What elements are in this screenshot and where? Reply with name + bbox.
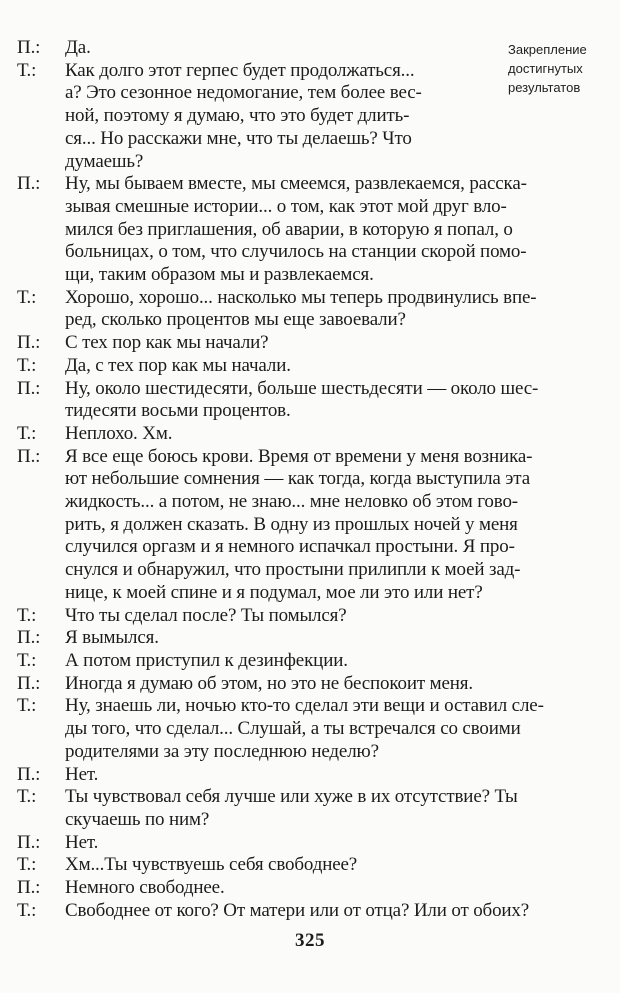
speaker-label: П.:: [17, 627, 41, 649]
text-line: Нет.: [65, 763, 99, 785]
dialogue-turn: [17, 854, 612, 877]
text-line: Да, с тех пор как мы начали.: [65, 354, 291, 376]
turn-text: [65, 60, 612, 174]
dialogue-turn: [17, 695, 612, 763]
turn-text: [65, 446, 612, 605]
dialogue-turn: [17, 650, 612, 673]
text-line: Ну, знаешь ли, ночью кто-то сделал эти вещи и оставил сле-: [65, 695, 544, 717]
speaker-label: П.:: [17, 672, 41, 694]
turn-text: [65, 378, 612, 423]
margin-note-line: достигнутых: [508, 61, 583, 76]
text-line: Неплохо. Хм.: [65, 422, 173, 444]
dialogue-turn: [17, 900, 612, 923]
text-line: Я вымылся.: [65, 627, 159, 649]
turn-text: [65, 832, 612, 855]
turn-text: [65, 627, 612, 650]
text-line: Ну, мы бываем вместе, мы смеемся, развлекаемся, расска-: [65, 173, 527, 195]
dialogue-turn: [17, 60, 612, 174]
text-line: Я все еще боюсь крови. Время от времени у меня возника-: [65, 445, 533, 467]
speaker-label: Т.:: [17, 422, 37, 444]
dialogue-transcript: [17, 37, 612, 922]
dialogue-turn: [17, 627, 612, 650]
turn-text: [65, 355, 612, 378]
text-line: ред, сколько процентов мы еще завоевали?: [65, 309, 406, 331]
dialogue-turn: [17, 378, 612, 423]
dialogue-turn: [17, 786, 612, 831]
text-line: а? Это сезонное недомогание, тем более вес-: [65, 82, 422, 104]
text-line: Иногда я думаю об этом, но это не беспокоит меня.: [65, 672, 473, 694]
speaker-label: Т.:: [17, 286, 37, 308]
text-line: Хорошо, хорошо... насколько мы теперь продвинулись впе-: [65, 286, 537, 308]
text-line: тидесяти восьми процентов.: [65, 400, 291, 422]
speaker-label: П.:: [17, 445, 41, 467]
dialogue-turn: [17, 673, 612, 696]
dialogue-turn: [17, 446, 612, 605]
dialogue-turn: [17, 287, 612, 332]
speaker-label: Т.:: [17, 899, 37, 921]
dialogue-turn: [17, 605, 612, 628]
turn-text: [65, 695, 612, 763]
dialogue-turn: [17, 173, 612, 287]
text-line: Ты чувствовал себя лучше или хуже в их отсутствие? Ты: [65, 786, 518, 808]
text-line: ды того, что сделал... Слушай, а ты встречался со своими: [65, 718, 521, 740]
speaker-label: П.:: [17, 831, 41, 853]
text-line: думаешь?: [65, 150, 144, 172]
turn-text: [65, 854, 612, 877]
turn-text: [65, 173, 612, 287]
speaker-label: П.:: [17, 877, 41, 899]
dialogue-turn: [17, 355, 612, 378]
dialogue-turn: [17, 332, 612, 355]
turn-text: [65, 900, 612, 923]
text-line: Нет.: [65, 831, 99, 853]
dialogue-turn: [17, 877, 612, 900]
margin-note-line: результатов: [508, 80, 581, 95]
speaker-label: П.:: [17, 332, 41, 354]
turn-text: [65, 764, 612, 787]
turn-text: [65, 332, 612, 355]
text-line: скучаешь по ним?: [65, 808, 210, 830]
text-line: ной, поэтому я думаю, что это будет длить-: [65, 105, 410, 127]
turn-text: [65, 650, 612, 673]
turn-text: [65, 877, 612, 900]
speaker-label: Т.:: [17, 604, 37, 626]
page-number: 325: [295, 930, 325, 951]
margin-note-line: Закрепление: [508, 42, 587, 57]
text-line: больницах, о том, что случилось на станции скорой помо-: [65, 241, 527, 263]
text-line: С тех пор как мы начали?: [65, 332, 269, 354]
text-line: Да.: [65, 37, 91, 58]
speaker-label: Т.:: [17, 695, 37, 717]
turn-text: [65, 673, 612, 696]
text-line: родителями за эту последнюю неделю?: [65, 740, 379, 762]
text-line: Немного свободнее.: [65, 877, 225, 899]
text-line: ся... Но расскажи мне, что ты делаешь? Что: [65, 127, 412, 149]
speaker-label: П.:: [17, 173, 41, 195]
turn-text: [65, 786, 612, 831]
dialogue-turn: [17, 423, 612, 446]
text-line: мился без приглашения, об аварии, в которую я попал, о: [65, 218, 513, 240]
text-line: А потом приступил к дезинфекции.: [65, 649, 348, 671]
text-line: Как долго этот герпес будет продолжаться...: [65, 59, 415, 81]
text-line: зывая смешные истории... о том, как этот мой друг вло-: [65, 195, 507, 217]
dialogue-turn: [17, 764, 612, 787]
dialogue-turn: [17, 832, 612, 855]
text-line: Ну, около шестидесяти, больше шестьдесяти — около шес-: [65, 377, 539, 399]
text-line: нице, к моей спине и я подумал, мое ли это или нет?: [65, 581, 483, 603]
text-line: Свободнее от кого? От матери или от отца? Или от обоих?: [65, 899, 530, 921]
speaker-label: Т.:: [17, 59, 37, 81]
text-line: Хм...Ты чувствуешь себя свободнее?: [65, 854, 358, 876]
speaker-label: Т.:: [17, 854, 37, 876]
speaker-label: П.:: [17, 377, 41, 399]
speaker-label: Т.:: [17, 786, 37, 808]
text-line: случился оргазм и я немного испачкал простыни. Я про-: [65, 536, 515, 558]
speaker-label: П.:: [17, 763, 41, 785]
text-line: щи, таким образом мы и развлекаемся.: [65, 264, 374, 286]
turn-text: [65, 605, 612, 628]
turn-text: [65, 37, 612, 60]
dialogue-turn: [17, 37, 612, 60]
turn-text: [65, 423, 612, 446]
speaker-label: Т.:: [17, 649, 37, 671]
text-line: снулся и обнаружил, что простыни прилипли к моей зад-: [65, 559, 521, 581]
speaker-label: П.:: [17, 37, 41, 58]
text-line: жидкость... а потом, не знаю... мне неловко об этом гово-: [65, 491, 518, 513]
speaker-label: Т.:: [17, 354, 37, 376]
text-line: рить, я должен сказать. В одну из прошлых ночей у меня: [65, 513, 518, 535]
turn-text: [65, 287, 612, 332]
text-line: Что ты сделал после? Ты помылся?: [65, 604, 347, 626]
text-line: ют небольшие сомнения — как тогда, когда выступила эта: [65, 468, 530, 490]
